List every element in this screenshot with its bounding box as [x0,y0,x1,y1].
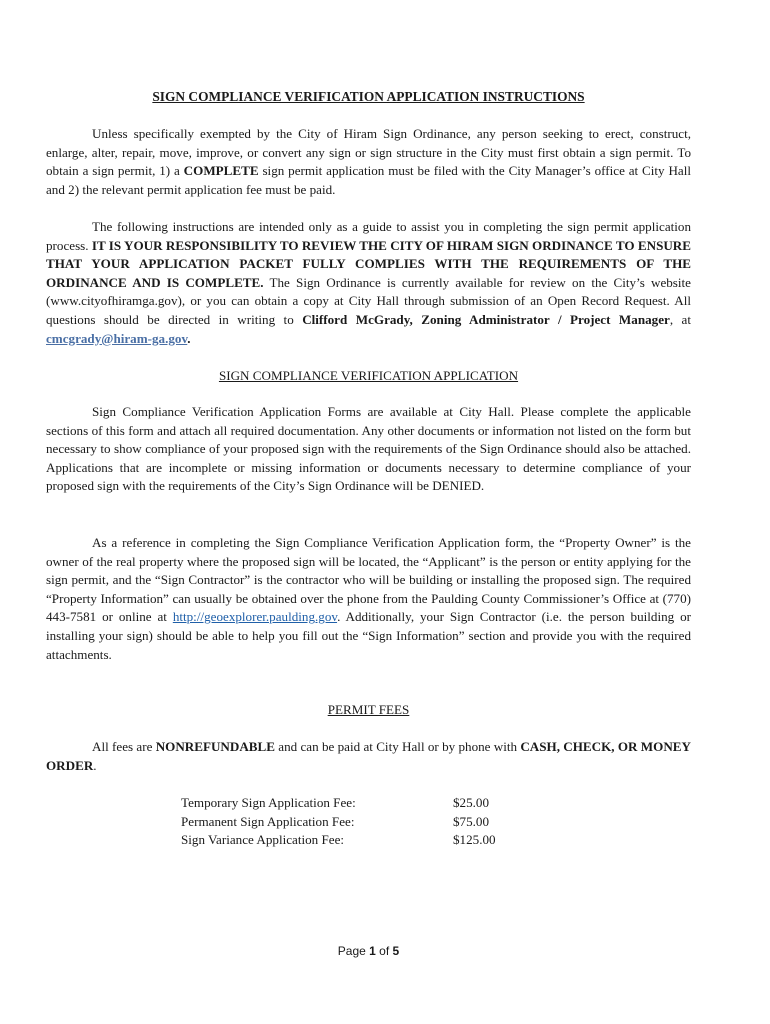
total-pages-number: 5 [392,944,400,958]
application-section-heading: SIGN COMPLIANCE VERIFICATION APPLICATION [218,368,519,383]
document-title: SIGN COMPLIANCE VERIFICATION APPLICATION INSTRUCTIONS [152,89,585,104]
current-page-number: 1 [369,944,376,958]
fee-label: Temporary Sign Application Fee: [181,795,356,810]
application-forms-paragraph: Sign Compliance Verification Application Forms are available at City Hall. Please complete the applicable sections of this form and attach all required documentation. Any other documents or information not listed on the form but necessary to show compliance of your proposed sign with the requirements of the Sign Ordinance should also be attached. Applications that are incomplete or missing information or documents necessary to determine compliance of your proposed sign with the requirements of the City’s Sign Ordinance will be DENIED. [46,404,691,494]
reference-paragraph: As a reference in completing the Sign Compliance Verification Application form, the “Property Owner” is the owner of the real property where the proposed sign will be located, the “Applicant” is the person or entity applying for the sign permit, and the “Sign Contractor” is the contractor who will be building or installing the proposed sign. The required “Property Information” can usually be obtained over the phone from the Paulding County Commissioner’s Office at (770) 443-7581 or online at http://geoexplorer.paulding.gov. Additionally, your Sign Contractor (i.e. the person building or installing your sign) should be able to help you fill out the “Sign Information” section and provide you with the required attachments. [46,535,691,662]
fee-row [181,813,541,832]
page-footer: Page 1 of 5 [337,944,400,958]
fee-amount: $75.00 [453,813,490,829]
fee-row [181,831,541,850]
payment-methods: CASH, CHECK, OR MONEY ORDER [46,739,691,773]
contact-email-link[interactable]: cmcgrady@hiram-ga.gov [46,330,188,346]
geoexplorer-link[interactable]: http://geoexplorer.paulding.gov [172,609,338,625]
fee-label: Sign Variance Application Fee: [181,832,345,848]
nonrefundable-emphasis: NONREFUNDABLE [155,739,275,754]
fee-row [181,794,541,813]
complete-emphasis: COMPLETE [183,163,259,179]
fee-label: Permanent Sign Application Fee: [181,813,355,829]
fee-amount: $25.00 [453,795,490,810]
permit-fees-heading: PERMIT FEES [327,702,410,717]
responsibility-warning: IT IS YOUR RESPONSIBILITY TO REVIEW THE CITY OF HIRAM SIGN ORDINANCE TO ENSURE THAT YOUR APPLICATION PACKET FULLY COMPLIES WITH THE REQUIREMENTS OF THE ORDINANCE AND IS COMPLETE. [46,237,691,290]
document-page [46,0,691,1024]
guide-paragraph: The following instructions are intended only as a guide to assist you in completing the sign permit application process. IT IS YOUR RESPONSIBILITY TO REVIEW THE CITY OF HIRAM SIGN ORDINANCE TO ENSURE THAT YOUR APPLICATION PACKET FULLY COMPLIES WITH THE REQUIREMENTS OF THE ORDINANCE AND IS COMPLETE. The Sign Ordinance is currently available for review on the City’s website (www.cityofhiramga.gov), or you can obtain a copy at City Hall through submission of an Open Record Request. All questions should be directed in writing to Clifford McGrady, Zoning Administrator / Project Manager, at cmcgrady@hiram-ga.gov. [46,219,691,346]
fee-amount: $125.00 [453,832,496,848]
intro-paragraph: Unless specifically exempted by the City of Hiram Sign Ordinance, any person seeking to erect, construct, enlarge, alter, repair, move, improve, or convert any sign or sign structure in the City must first obtain a sign permit. To obtain a sign permit, 1) a COMPLETE sign permit application must be filed with the City Manager’s office at City Hall and 2) the relevant permit application fee must be paid. [46,126,691,197]
contact-name: Clifford McGrady, Zoning Administrator / Project Manager [302,311,670,327]
fees-paragraph: All fees are NONREFUNDABLE and can be paid at City Hall or by phone with CASH, CHECK, OR MONEY ORDER. [46,739,691,773]
fee-table [181,794,541,850]
